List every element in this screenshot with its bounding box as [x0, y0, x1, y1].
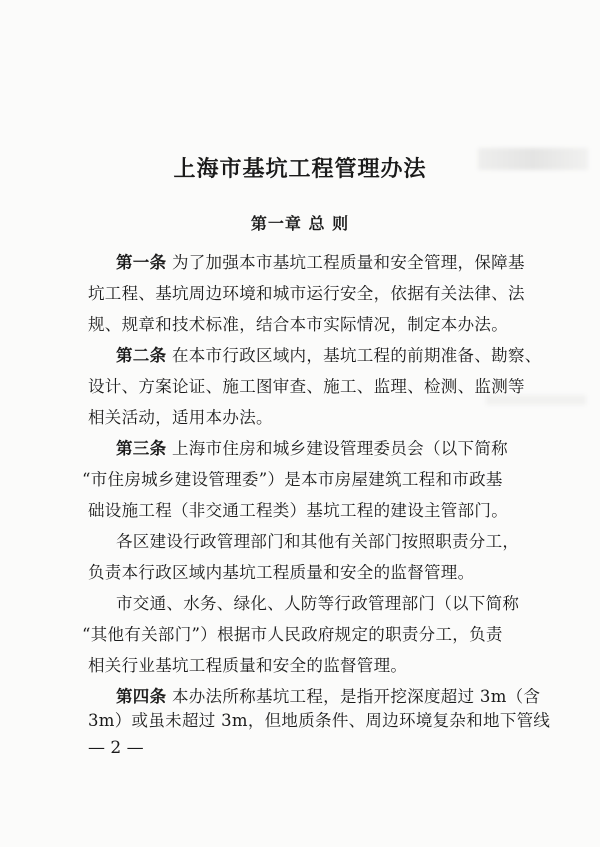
article-label: 第一条: [116, 253, 167, 272]
line-text: 3m）或虽未超过 3m，但地质条件、周边环境复杂和地下管线: [88, 711, 551, 730]
line-text: “市住房城乡建设管理委”）是本市房屋建筑工程和市政基: [82, 470, 503, 489]
text-line: [88, 312, 508, 338]
text-line: [88, 560, 474, 586]
text-line: [116, 529, 519, 555]
text-line: [88, 281, 525, 307]
article-label: 第四条: [116, 687, 167, 706]
line-text: 本办法所称基坑工程，是指开挖深度超过 3m（含: [166, 687, 541, 706]
text-line: [116, 250, 525, 276]
line-text: 各区建设行政管理部门和其他有关部门按照职责分工，: [116, 532, 520, 551]
line-text: 在本市行政区域内，基坑工程的前期准备、勘察、: [166, 346, 542, 365]
line-text: 市交通、水务、绿化、人防等行政管理部门（以下简称: [116, 594, 520, 613]
line-text: 为了加强本市基坑工程质量和安全管理，保障基: [166, 253, 525, 272]
document-title: 上海市基坑工程管理办法: [173, 156, 427, 182]
line-text: 负责本行政区域内基坑工程质量和安全的监督管理。: [88, 563, 475, 582]
text-line: [116, 591, 519, 617]
page-number: — 2 —: [88, 738, 144, 758]
text-line: [82, 467, 503, 493]
article-label: 第二条: [116, 346, 167, 365]
text-line: [88, 708, 550, 734]
text-line: [88, 498, 508, 524]
text-line: [82, 622, 503, 648]
text-line: [88, 374, 525, 400]
line-text: “其他有关部门”）根据市人民政府规定的职责分工，负责: [82, 625, 503, 644]
line-text: 设计、方案论证、施工图审查、施工、监理、检测、监测等: [88, 377, 525, 396]
text-line: [88, 405, 273, 431]
chapter-heading: 第一章 总 则: [250, 214, 350, 233]
text-line: [88, 653, 407, 679]
text-line: [116, 343, 542, 369]
line-text: 上海市住房和城乡建设管理委员会（以下简称: [166, 439, 508, 458]
line-text: 相关行业基坑工程质量和安全的监督管理。: [88, 656, 408, 675]
line-text: 础设施工程（非交通工程类）基坑工程的建设主管部门。: [88, 501, 508, 520]
line-text: 坑工程、基坑周边环境和城市运行安全，依据有关法律、法: [88, 284, 525, 303]
line-text: 规、规章和技术标准，结合本市实际情况，制定本办法。: [88, 315, 508, 334]
text-line: [116, 436, 508, 462]
text-line: [116, 684, 540, 710]
article-label: 第三条: [116, 439, 167, 458]
line-text: 相关活动，适用本办法。: [88, 408, 273, 427]
